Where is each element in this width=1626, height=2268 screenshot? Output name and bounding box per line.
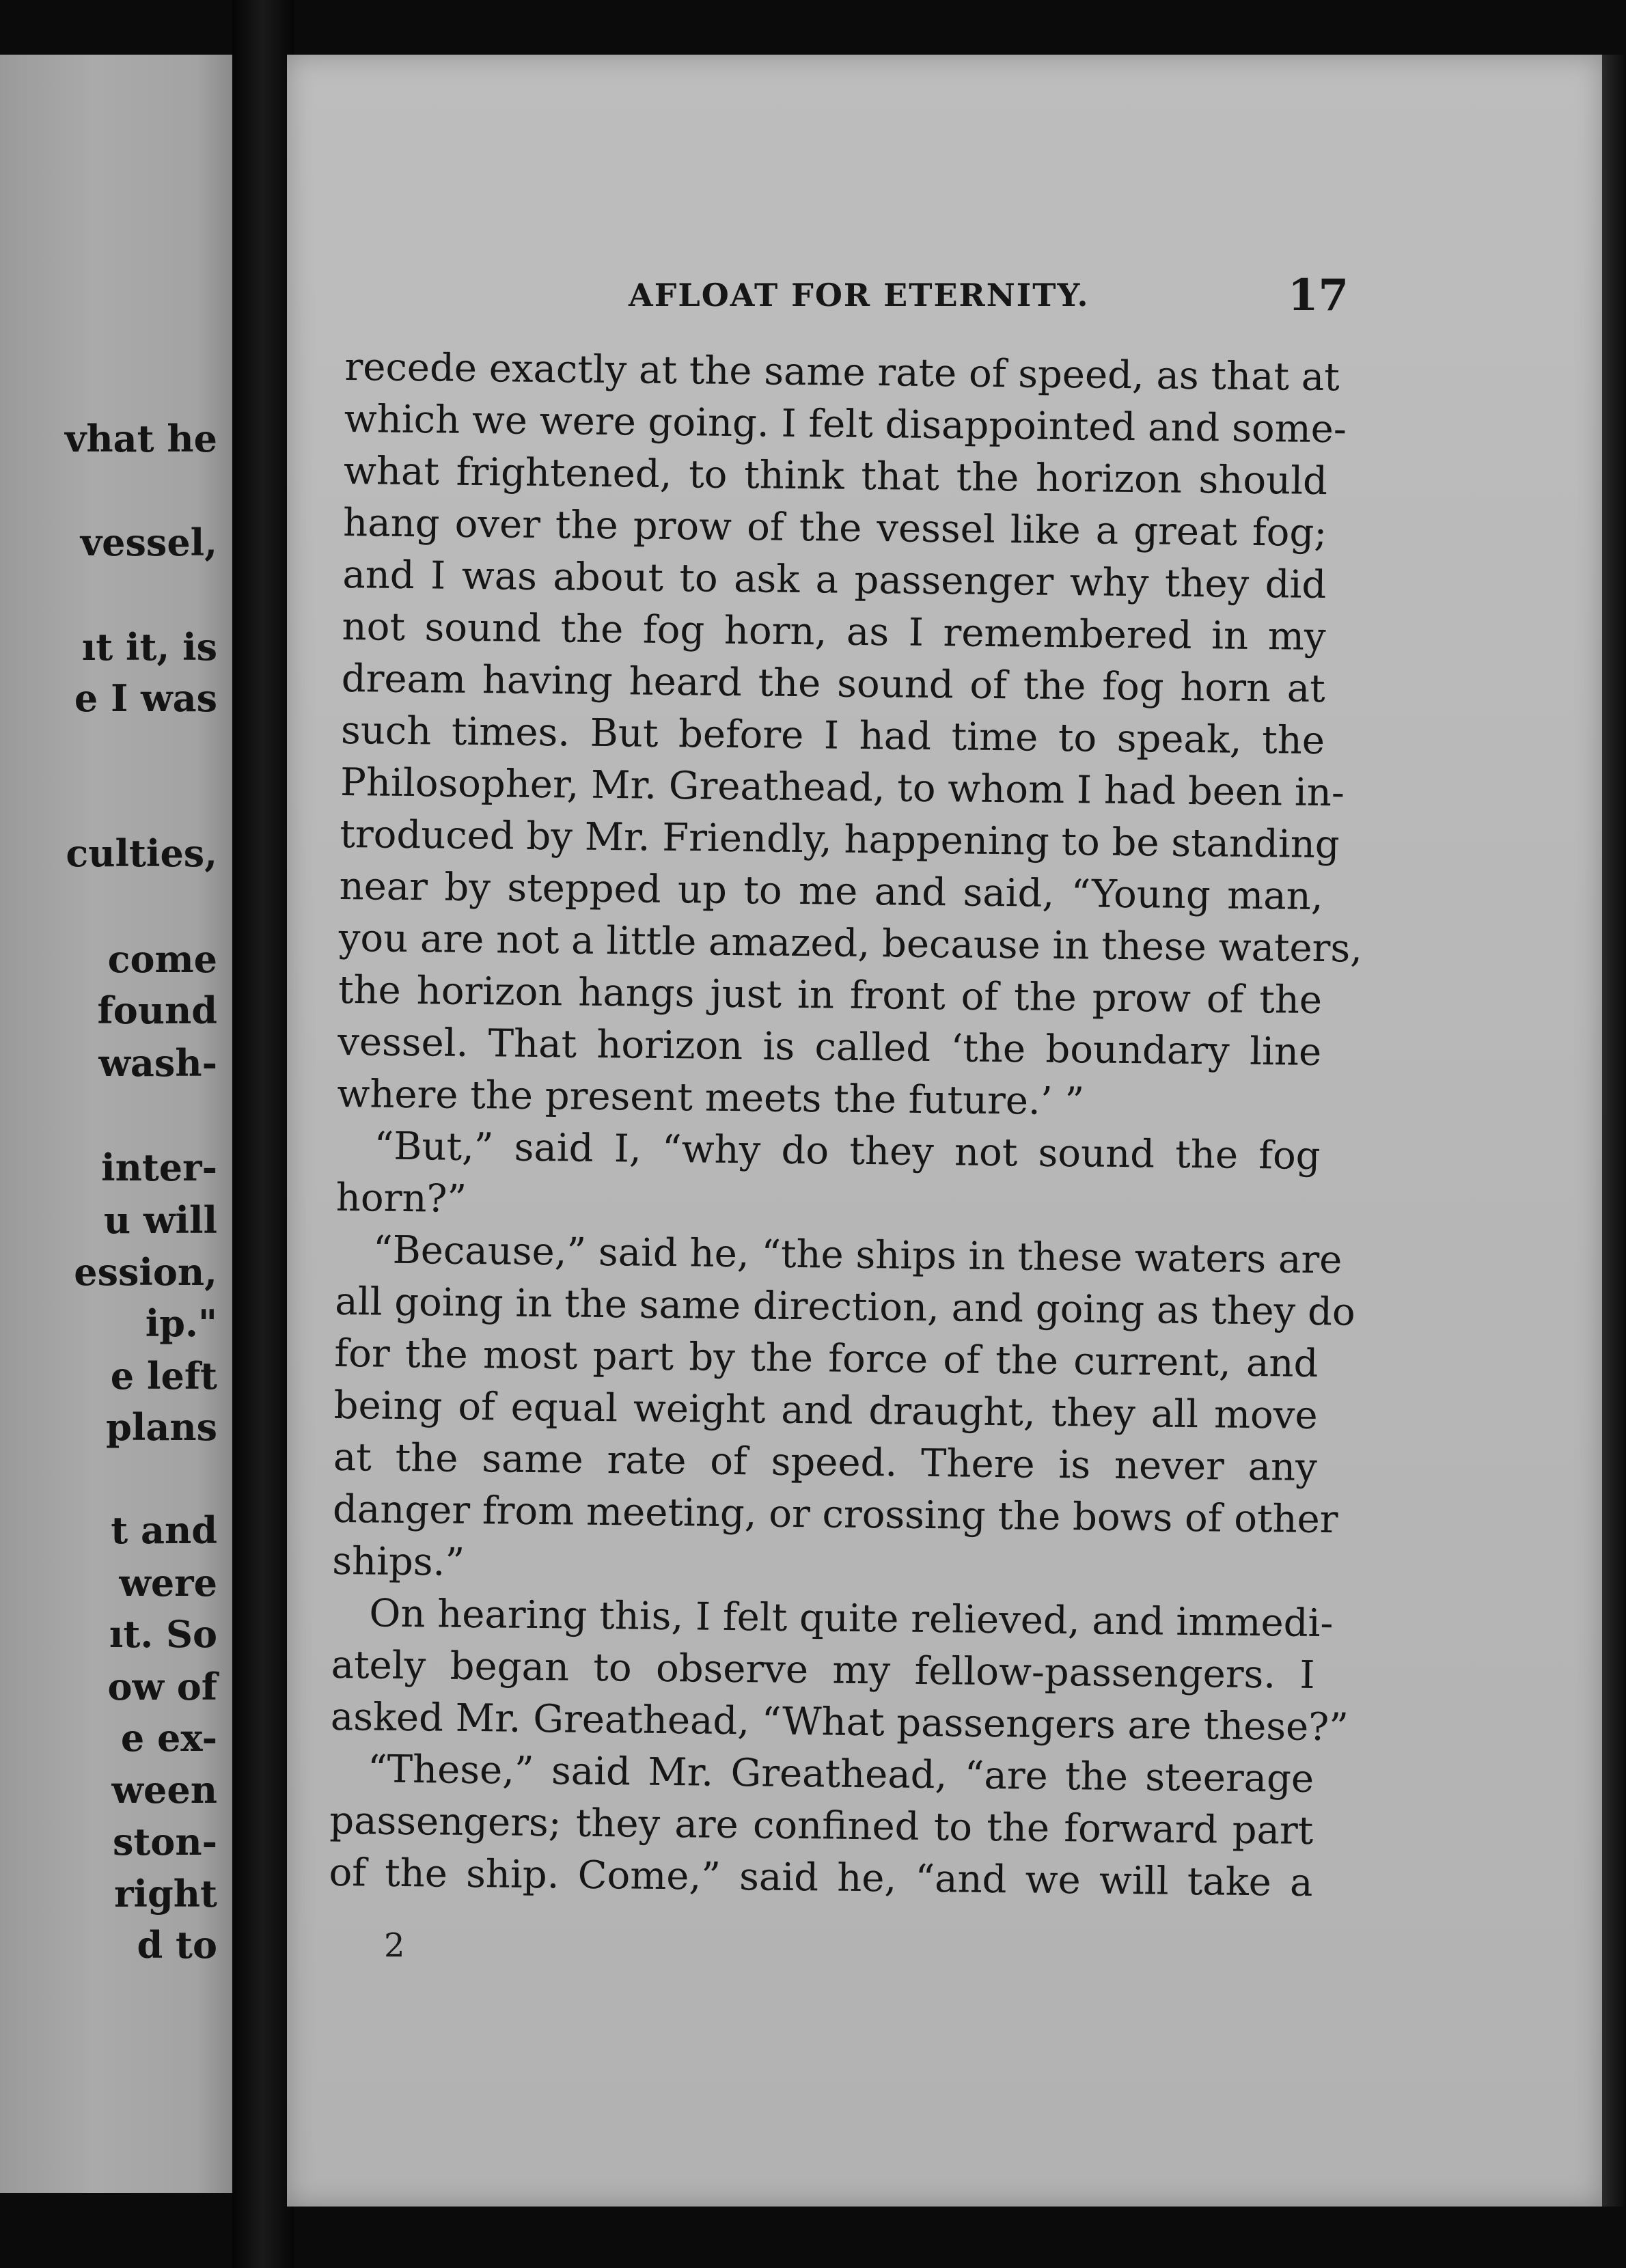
left-page-line: wash- [98, 1041, 217, 1085]
left-page-line: found [97, 988, 217, 1032]
body-text [329, 342, 1363, 1909]
page-edge [1602, 55, 1626, 2207]
text-line: being of equal weight and draught, they all move [333, 1383, 1318, 1438]
text-line: recede exactly at the same rate of speed, as that at [344, 344, 1340, 400]
text-line: Philosopher, Mr. Greathead, to whom I had been in- [340, 760, 1345, 816]
text-line: “Because,” said he, “the ships in these waters are [372, 1228, 1342, 1283]
left-page-line: e ex- [120, 1716, 217, 1760]
text-line: ships.” [331, 1538, 465, 1585]
text-line: which we were going. I felt disappointed and some- [344, 396, 1347, 452]
text-line: asked Mr. Greathead, “What passengers are these?” [330, 1694, 1349, 1750]
left-page-line: e I was [74, 676, 217, 720]
page-number: 17 [1288, 270, 1349, 321]
text-line: troduced by Mr. Friendly, happening to be standing [340, 812, 1340, 868]
book-gutter [232, 0, 294, 2268]
left-page-line: d to [137, 1923, 217, 1967]
left-page-line: ip." [145, 1301, 217, 1345]
text-line: what frightened, to think that the horizon should [343, 448, 1328, 504]
text-line: danger from meeting, or crossing the bows of other [332, 1486, 1338, 1543]
left-page-line: ston- [112, 1820, 217, 1864]
left-page-line: inter- [101, 1146, 217, 1189]
left-page-line: were [119, 1561, 217, 1605]
text-line: at the same rate of speed. There is never any [333, 1435, 1318, 1490]
left-page-line: ıt. So [109, 1612, 217, 1656]
left-page-line: vhat he [65, 417, 217, 460]
text-line: such times. But before I had time to speak, the [340, 708, 1325, 764]
text-line: for the most part by the force of the current, and [334, 1331, 1319, 1386]
left-page-line: ession, [74, 1250, 217, 1294]
left-page-fragment [0, 55, 232, 2193]
text-line: vessel. That horizon is called ‘the boundary line [337, 1019, 1322, 1075]
text-line: not sound the fog horn, as I remembered in my [342, 604, 1326, 660]
text-line: “But,” said I, “why do they not sound the fog [374, 1124, 1321, 1179]
text-line: where the present meets the future.’ ” [337, 1071, 1085, 1124]
text-line: and I was about to ask a passenger why they did [342, 552, 1327, 608]
left-page-line: culties, [66, 831, 217, 875]
left-page-line: vessel, [80, 521, 217, 564]
text-line: horn?” [335, 1175, 467, 1221]
left-page-line: e left [110, 1354, 217, 1398]
left-page-line: ow of [107, 1665, 217, 1709]
left-page-line: plans [106, 1405, 217, 1449]
left-page-line: ıt it, is [81, 625, 217, 669]
text-line: On hearing this, I felt quite relieved, and immedi- [369, 1591, 1334, 1646]
text-line: the horizon hangs just in front of the prow of the [337, 967, 1323, 1023]
text-line: of the ship. Come,” said he, “and we will take a [329, 1850, 1313, 1905]
text-line: dream having heard the sound of the fog horn at [341, 656, 1326, 712]
left-page-line: u will [103, 1198, 217, 1242]
text-line: ately began to observe my fellow-passengers. I [331, 1642, 1315, 1698]
text-line: passengers; they are confined to the forward part [329, 1798, 1314, 1853]
signature-mark: 2 [384, 1926, 405, 1965]
left-page-line: come [107, 937, 217, 981]
left-page-line: right [114, 1872, 217, 1916]
text-line: “These,” said Mr. Greathead, “are the steerage [367, 1747, 1314, 1801]
text-line: all going in the same direction, and going as they do [334, 1279, 1355, 1335]
text-line: near by stepped up to me and said, “Young man, [339, 863, 1323, 919]
text-line: you are not a little amazed, because in these waters, [338, 915, 1363, 971]
left-page-line: ween [111, 1768, 217, 1812]
running-title: AFLOAT FOR ETERNITY. [629, 277, 1090, 314]
left-page-line: t and [111, 1508, 217, 1552]
text-line: hang over the prow of the vessel like a great fog; [342, 500, 1327, 556]
